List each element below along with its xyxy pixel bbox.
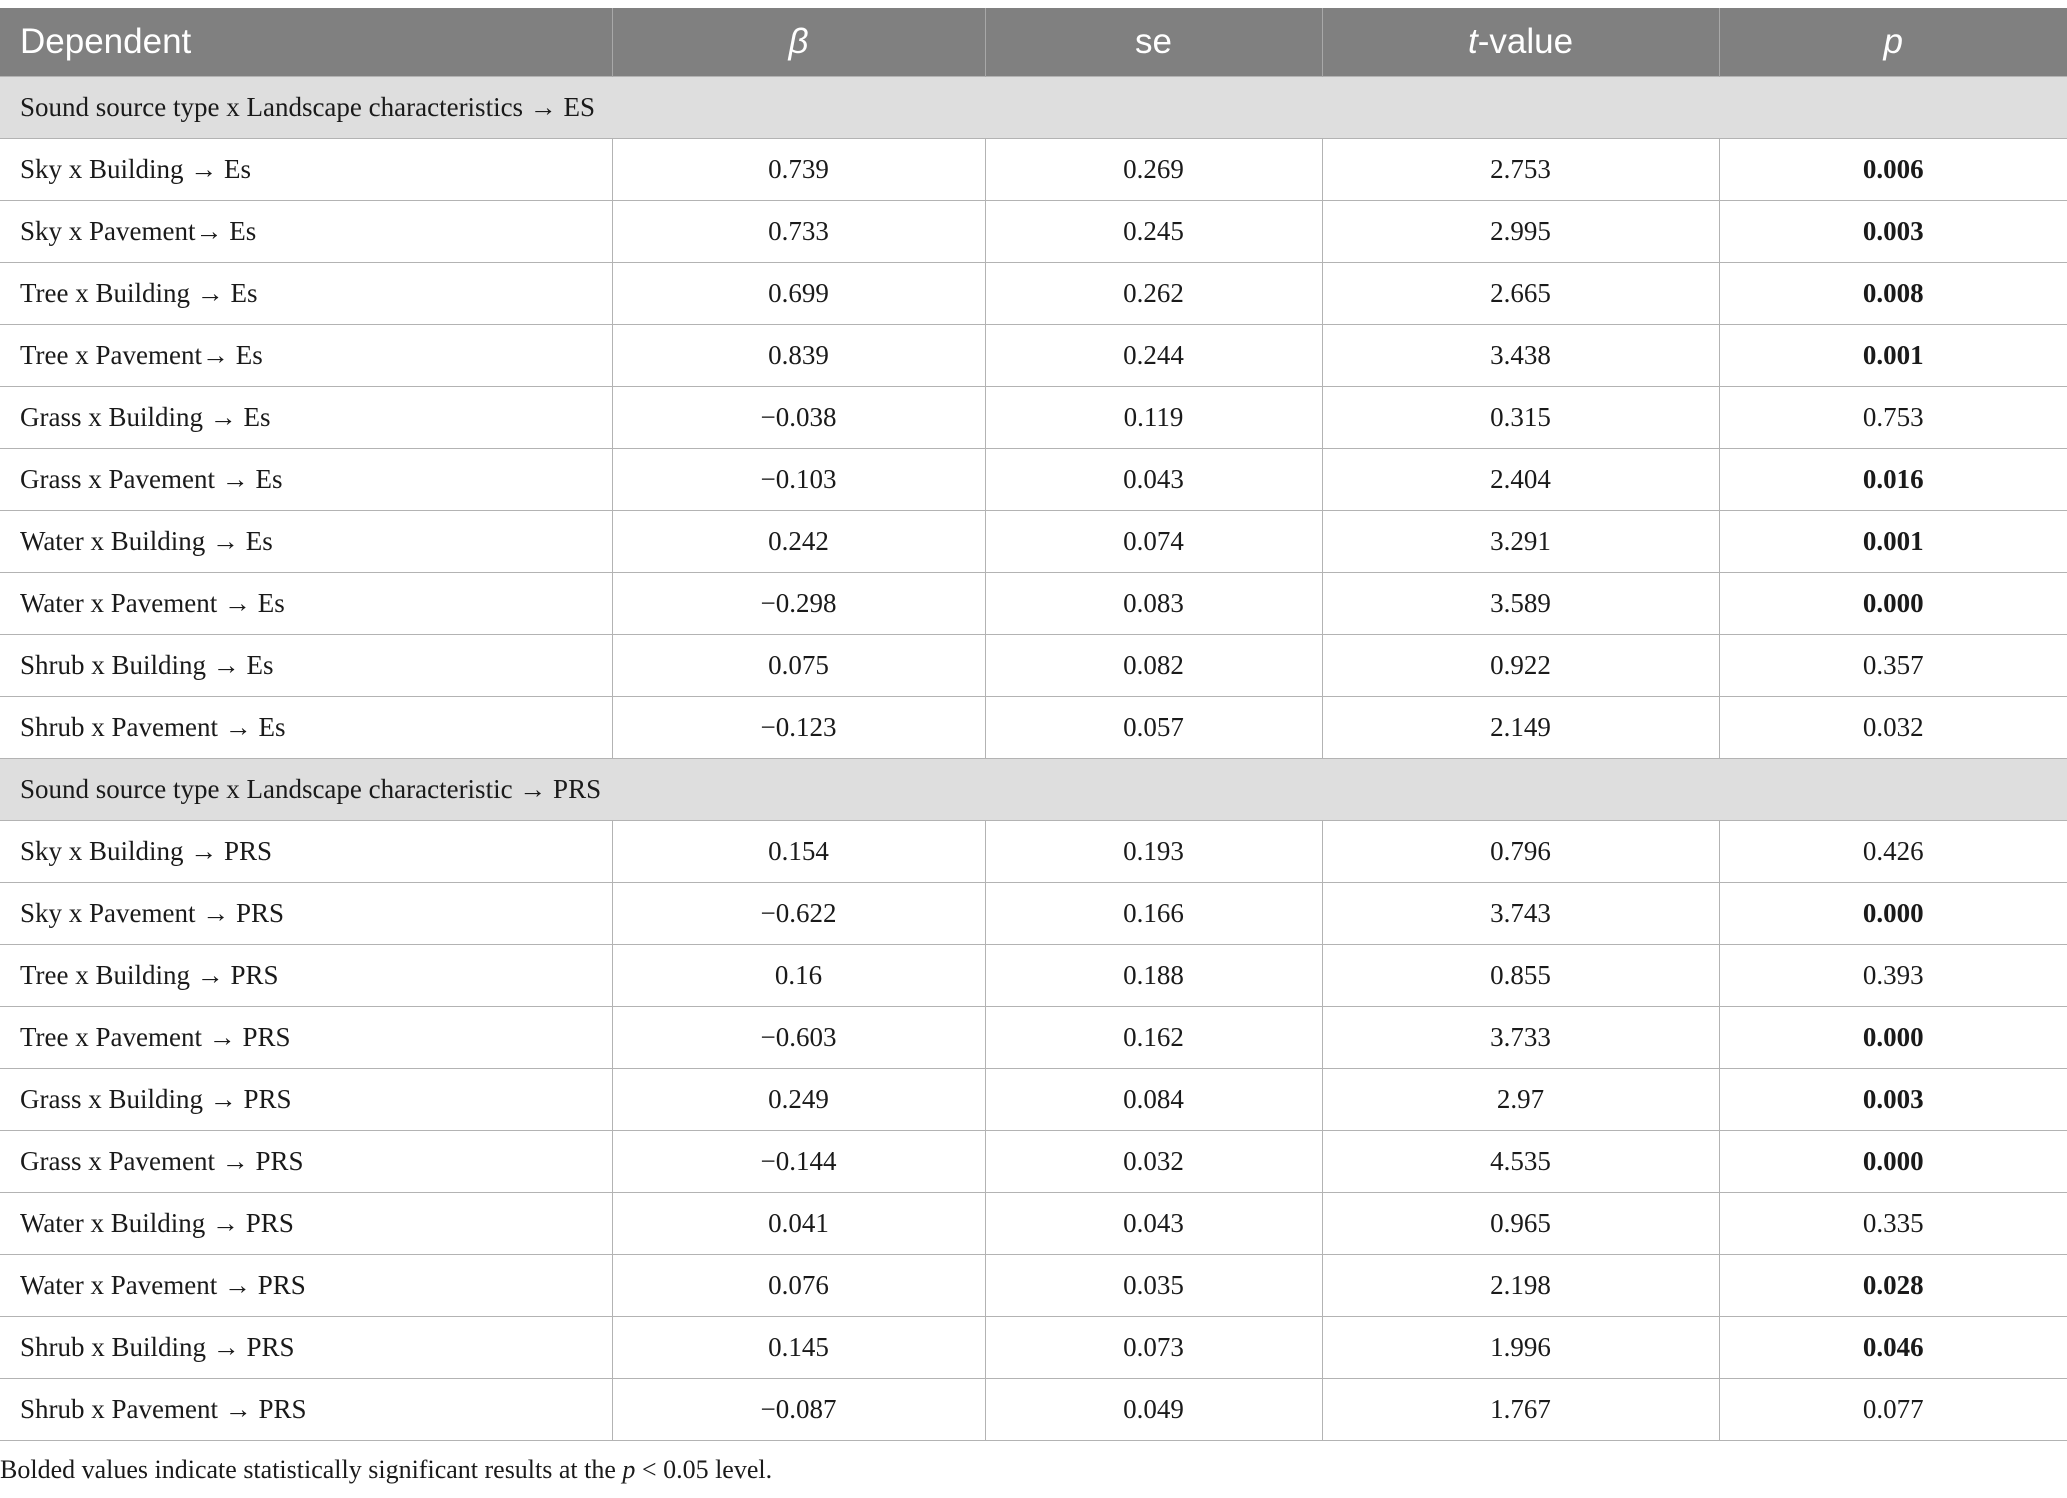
section-title: Sound source type x Landscape characteristic → PRS [0, 759, 2067, 821]
p-cell: 0.077 [1719, 1379, 2067, 1441]
p-cell: 0.001 [1719, 511, 2067, 573]
se-cell: 0.193 [985, 821, 1322, 883]
t-value-cell: 0.965 [1322, 1193, 1719, 1255]
row-label: Shrub x Pavement → Es [0, 697, 612, 759]
beta-cell: −0.622 [612, 883, 985, 945]
table-row [0, 1069, 2067, 1131]
header-t-value [1322, 8, 1719, 77]
table-row [0, 449, 2067, 511]
section-row [0, 77, 2067, 139]
p-cell: 0.393 [1719, 945, 2067, 1007]
p-cell: 0.016 [1719, 449, 2067, 511]
table-row [0, 201, 2067, 263]
row-label: Water x Pavement → PRS [0, 1255, 612, 1317]
row-label: Shrub x Building → Es [0, 635, 612, 697]
table-body [0, 77, 2067, 1441]
t-value-cell: 0.922 [1322, 635, 1719, 697]
se-cell: 0.269 [985, 139, 1322, 201]
beta-cell: 0.041 [612, 1193, 985, 1255]
row-label: Shrub x Pavement → PRS [0, 1379, 612, 1441]
header-t-letter: t [1467, 22, 1478, 61]
row-label: Tree x Building → Es [0, 263, 612, 325]
header-p-letter: p [1883, 22, 1903, 61]
se-cell: 0.049 [985, 1379, 1322, 1441]
table-row [0, 1255, 2067, 1317]
t-value-cell: 2.149 [1322, 697, 1719, 759]
table-row [0, 325, 2067, 387]
se-cell: 0.188 [985, 945, 1322, 1007]
row-label: Tree x Building → PRS [0, 945, 612, 1007]
beta-cell: −0.038 [612, 387, 985, 449]
beta-cell: 0.16 [612, 945, 985, 1007]
se-cell: 0.119 [985, 387, 1322, 449]
table-row [0, 263, 2067, 325]
row-label: Water x Building → PRS [0, 1193, 612, 1255]
t-value-cell: 2.753 [1322, 139, 1719, 201]
row-label: Grass x Building → PRS [0, 1069, 612, 1131]
beta-cell: 0.739 [612, 139, 985, 201]
results-table-container [0, 8, 2067, 1441]
row-label: Grass x Building → Es [0, 387, 612, 449]
t-value-cell: 1.996 [1322, 1317, 1719, 1379]
se-cell: 0.162 [985, 1007, 1322, 1069]
table-row [0, 1193, 2067, 1255]
se-cell: 0.043 [985, 449, 1322, 511]
footnote-after: < 0.05 level. [635, 1455, 773, 1484]
beta-cell: 0.145 [612, 1317, 985, 1379]
table-row [0, 139, 2067, 201]
header-beta-symbol: β [788, 22, 809, 61]
table-footnote [0, 1455, 772, 1485]
t-value-cell: 2.97 [1322, 1069, 1719, 1131]
beta-cell: 0.733 [612, 201, 985, 263]
beta-cell: −0.087 [612, 1379, 985, 1441]
t-value-cell: 2.198 [1322, 1255, 1719, 1317]
beta-cell: 0.249 [612, 1069, 985, 1131]
beta-cell: −0.123 [612, 697, 985, 759]
header-value-suffix: -value [1477, 22, 1574, 61]
t-value-cell: 3.438 [1322, 325, 1719, 387]
table-row [0, 1317, 2067, 1379]
header-se: se [985, 8, 1322, 77]
p-cell: 0.426 [1719, 821, 2067, 883]
row-label: Water x Pavement → Es [0, 573, 612, 635]
section-title: Sound source type x Landscape characteristics → ES [0, 77, 2067, 139]
p-cell: 0.001 [1719, 325, 2067, 387]
se-cell: 0.035 [985, 1255, 1322, 1317]
se-cell: 0.084 [985, 1069, 1322, 1131]
p-cell: 0.335 [1719, 1193, 2067, 1255]
se-cell: 0.262 [985, 263, 1322, 325]
p-cell: 0.357 [1719, 635, 2067, 697]
table-row [0, 387, 2067, 449]
header-beta [612, 8, 985, 77]
p-cell: 0.003 [1719, 201, 2067, 263]
p-cell: 0.753 [1719, 387, 2067, 449]
se-cell: 0.073 [985, 1317, 1322, 1379]
beta-cell: 0.242 [612, 511, 985, 573]
se-cell: 0.245 [985, 201, 1322, 263]
t-value-cell: 0.796 [1322, 821, 1719, 883]
beta-cell: 0.699 [612, 263, 985, 325]
p-cell: 0.032 [1719, 697, 2067, 759]
beta-cell: −0.144 [612, 1131, 985, 1193]
header-p [1719, 8, 2067, 77]
header-dependent: Dependent [0, 8, 612, 77]
t-value-cell: 0.855 [1322, 945, 1719, 1007]
beta-cell: −0.103 [612, 449, 985, 511]
row-label: Tree x Pavement→ Es [0, 325, 612, 387]
se-cell: 0.082 [985, 635, 1322, 697]
se-cell: 0.166 [985, 883, 1322, 945]
row-label: Shrub x Building → PRS [0, 1317, 612, 1379]
p-cell: 0.000 [1719, 1007, 2067, 1069]
t-value-cell: 4.535 [1322, 1131, 1719, 1193]
footnote-italic-p: p [622, 1455, 636, 1484]
beta-cell: 0.076 [612, 1255, 985, 1317]
table-header [0, 8, 2067, 77]
t-value-cell: 3.291 [1322, 511, 1719, 573]
p-cell: 0.028 [1719, 1255, 2067, 1317]
table-row [0, 945, 2067, 1007]
section-row [0, 759, 2067, 821]
table-row [0, 883, 2067, 945]
se-cell: 0.057 [985, 697, 1322, 759]
row-label: Sky x Building → Es [0, 139, 612, 201]
table-row [0, 573, 2067, 635]
row-label: Sky x Pavement → PRS [0, 883, 612, 945]
table-row [0, 1131, 2067, 1193]
beta-cell: 0.154 [612, 821, 985, 883]
p-cell: 0.008 [1719, 263, 2067, 325]
t-value-cell: 0.315 [1322, 387, 1719, 449]
t-value-cell: 2.404 [1322, 449, 1719, 511]
p-cell: 0.003 [1719, 1069, 2067, 1131]
p-cell: 0.006 [1719, 139, 2067, 201]
table-row [0, 821, 2067, 883]
t-value-cell: 3.589 [1322, 573, 1719, 635]
row-label: Grass x Pavement → Es [0, 449, 612, 511]
table-row [0, 1007, 2067, 1069]
table-row [0, 697, 2067, 759]
se-cell: 0.244 [985, 325, 1322, 387]
footnote-before: Bolded values indicate statistically significant results at the [0, 1455, 623, 1484]
beta-cell: −0.603 [612, 1007, 985, 1069]
row-label: Grass x Pavement → PRS [0, 1131, 612, 1193]
p-cell: 0.000 [1719, 883, 2067, 945]
se-cell: 0.032 [985, 1131, 1322, 1193]
table-row [0, 635, 2067, 697]
row-label: Water x Building → Es [0, 511, 612, 573]
p-cell: 0.000 [1719, 573, 2067, 635]
row-label: Sky x Pavement→ Es [0, 201, 612, 263]
t-value-cell: 1.767 [1322, 1379, 1719, 1441]
table-row [0, 511, 2067, 573]
header-row [0, 8, 2067, 77]
se-cell: 0.083 [985, 573, 1322, 635]
t-value-cell: 2.995 [1322, 201, 1719, 263]
table-row [0, 1379, 2067, 1441]
se-cell: 0.043 [985, 1193, 1322, 1255]
row-label: Tree x Pavement → PRS [0, 1007, 612, 1069]
beta-cell: −0.298 [612, 573, 985, 635]
p-cell: 0.046 [1719, 1317, 2067, 1379]
t-value-cell: 3.743 [1322, 883, 1719, 945]
beta-cell: 0.839 [612, 325, 985, 387]
row-label: Sky x Building → PRS [0, 821, 612, 883]
beta-cell: 0.075 [612, 635, 985, 697]
se-cell: 0.074 [985, 511, 1322, 573]
results-table [0, 8, 2067, 1441]
p-cell: 0.000 [1719, 1131, 2067, 1193]
t-value-cell: 3.733 [1322, 1007, 1719, 1069]
t-value-cell: 2.665 [1322, 263, 1719, 325]
